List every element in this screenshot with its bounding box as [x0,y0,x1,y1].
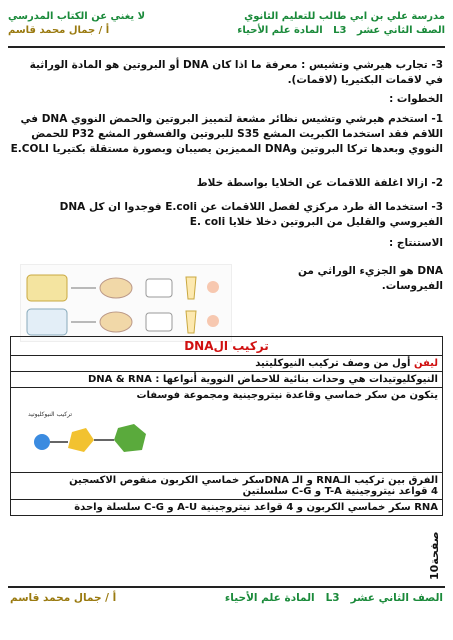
table-cell: النيوكليوتيدات هي وحدات بنائية للاحماض النووية أنواعها : DNA & RNA [11,372,443,388]
bacterium-1 [100,278,132,298]
experiment-illustration [20,264,232,342]
blender-2 [146,313,172,331]
footer-class-info [225,592,443,604]
table-row [11,473,443,500]
section-title: 3- تجارب هيرشي وتشيس : معرفة ما اذا كان DNA أو البروتين هو المادة الوراثية في لاقمات البكتيريا (لاقمات). [29,59,443,86]
nucleotide-label: تركيب النيوكليوتيد [28,411,73,418]
pellet-1 [207,281,219,293]
difference-line-2: 4 قواعد نيتروجينية T-A و C-G سلسلتين [242,486,438,497]
conclusion-label: الاستنتاج : [389,237,443,249]
school-name: مدرسة علي بن ابي طالب للتعليم الثانوي [244,11,445,22]
table-row [11,356,443,372]
nucleotide-illustration [24,408,174,458]
step-2: 2- ازالا اغلفة اللاقمات عن الخلايا بواسطة خلاط [196,177,443,189]
footer-subject: المادة علم الأحياء [224,592,315,604]
step-3: 3- استخدما الة طرد مركزي لفصل اللاقمات عن E.coli فوجدوا ان كل DNA الفيروسي والقليل من البروتين دخلا خلايا E. coli [59,201,443,228]
table-row [11,337,443,356]
table-cell [11,473,443,500]
track: L3 [333,25,347,36]
motto: لا يغني عن الكتاب المدرسي [8,11,146,22]
subject: المادة علم الأحياء [237,25,323,36]
table-row [11,500,443,516]
table-title: تركيب الDNA [11,337,443,356]
pellet-2 [207,315,219,327]
conclusion-text: DNA هو الجزيء الوراثي من الفيروسات. [297,265,443,292]
footer-grade: الصف الثاني عشر [350,592,443,604]
centrifuge-tube-2 [186,311,196,333]
footer-teacher: أ / جمال محمد قاسم [10,592,117,604]
culture-tube-1 [27,275,67,301]
grade: الصف الثاني عشر [356,25,445,36]
difference-line-1: الفرق بين تركيب الـRNA و الـ DNAسكر خماسي الكربون منقوص الاكسجين [69,475,438,486]
teacher-name: أ / جمال محمد قاسم [8,25,110,36]
nucleotide-components: يتكون من سكر خماسي وقاعدة نيتروجينية ومجموعة فوسفات [136,390,438,401]
levene-name: ليفن [413,358,438,369]
table-cell [11,356,443,372]
sugar-icon [68,428,94,452]
blender-1 [146,279,172,297]
header-divider [8,46,445,48]
phosphate-icon [34,434,50,450]
page-footer [10,592,443,604]
step-1: 1- استخدم هيرشي وتشيس نظائر مشعة لتمييز البروتين والحمض النووي DNA في اللاقم فقد استخدما الكبريت المشع S35 للبروتين والفسفور المشع P32 للحمض النووي وبعدها تركا البروتين وDNA المميزين يصيبان وبصورة مستقلة بكتيريا E.COLI [10,113,443,155]
levene-desc: أول من وصف تركيب النيوكليتيد [255,358,411,369]
footer-track: L3 [325,592,340,604]
bacterium-2 [100,312,132,332]
centrifuge-tube-1 [186,277,196,299]
culture-tube-2 [27,309,67,335]
table-row [11,372,443,388]
experiment-diagram [21,265,231,341]
steps-label: الخطوات : [389,93,443,105]
header-class-info [237,24,445,38]
footer-divider [8,586,445,588]
base-icon [114,424,146,452]
page-number: صفحة10 [428,531,441,580]
table-cell: RNA سكر خماسي الكربون و 4 قواعد نيتروجينية A-U و C-G سلسلة واحدة [11,500,443,516]
